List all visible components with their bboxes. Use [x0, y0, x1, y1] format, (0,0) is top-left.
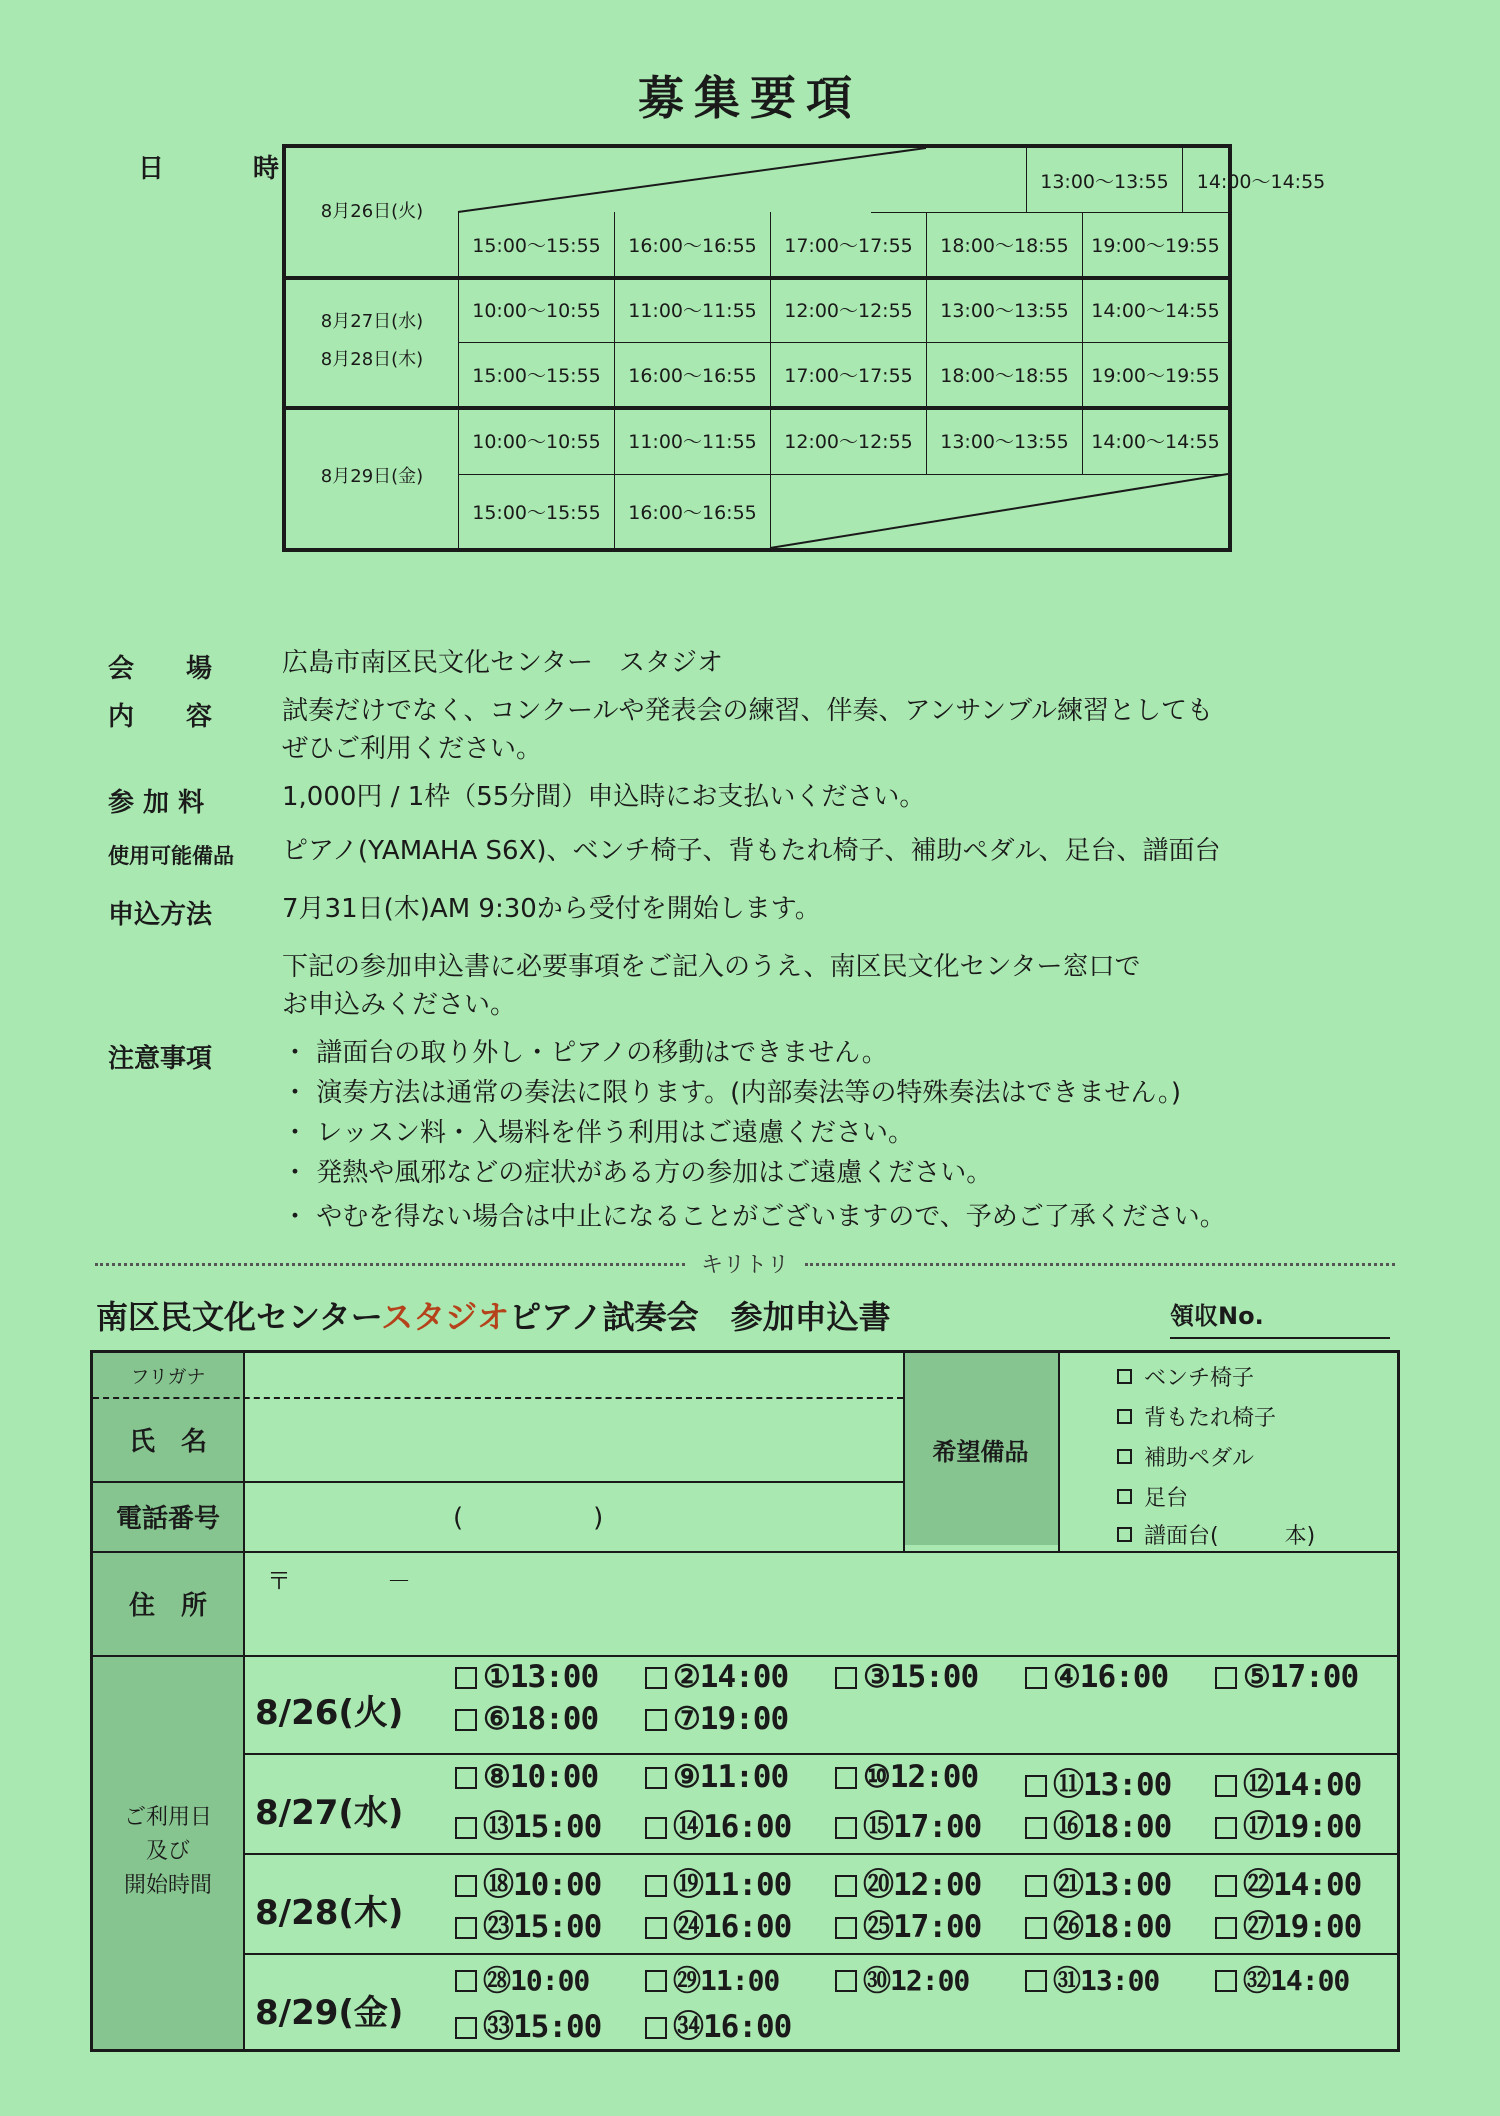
- slot-option[interactable]: [1025, 1859, 1171, 1904]
- checkbox[interactable]: [645, 1917, 667, 1939]
- date-head-line: 開始時間: [123, 1873, 212, 1898]
- notes-label: 注意事項: [108, 1044, 213, 1074]
- slot-label: ⑮17:00: [863, 1809, 982, 1845]
- checkbox[interactable]: [455, 2017, 477, 2039]
- slot-label: ⑲11:00: [673, 1867, 792, 1903]
- venue-text: 広島市南区民文化センター スタジオ: [282, 648, 723, 678]
- checkbox[interactable]: [645, 1709, 667, 1731]
- equip-option-label: 補助ペダル: [1144, 1446, 1255, 1471]
- checkbox[interactable]: [835, 1817, 857, 1839]
- checkbox[interactable]: [1025, 1817, 1047, 1839]
- checkbox[interactable]: [645, 2017, 667, 2039]
- time-slot: 11:00～11:55: [614, 276, 770, 342]
- checkbox[interactable]: [835, 1970, 857, 1992]
- slot-option[interactable]: [1215, 1659, 1358, 1695]
- checkbox[interactable]: [1117, 1489, 1132, 1504]
- checkbox[interactable]: [455, 1817, 477, 1839]
- slot-option[interactable]: [835, 1959, 969, 1999]
- date-text: 8月27日(水): [320, 311, 424, 332]
- slot-option[interactable]: [455, 1659, 598, 1695]
- equip-option-label: 背もたれ椅子: [1144, 1406, 1277, 1431]
- phone-label: 電話番号: [115, 1503, 220, 1534]
- date-head-line: 及び: [145, 1839, 190, 1864]
- address-input[interactable]: [243, 1551, 1397, 1655]
- time-slot: 16:00～16:55: [614, 474, 770, 548]
- slot-label: ㉔16:00: [673, 1909, 792, 1945]
- slot-option[interactable]: [455, 1901, 601, 1946]
- time-slot: 17:00～17:55: [770, 212, 926, 276]
- checkbox[interactable]: [1117, 1449, 1132, 1464]
- checkbox[interactable]: [1215, 1917, 1237, 1939]
- checkbox[interactable]: [455, 1709, 477, 1731]
- day-label: 8/29(金): [255, 1993, 404, 2033]
- time-slot: 13:00～13:55: [1026, 148, 1182, 212]
- slot-label: ㉙11:00: [673, 1964, 780, 1997]
- date-time-head: [93, 1655, 243, 2049]
- equip-option-label: ベンチ椅子: [1144, 1366, 1255, 1391]
- day-label: 8/27(水): [255, 1793, 404, 1833]
- slot-label: ㉕17:00: [863, 1909, 982, 1945]
- time-slot: 14:00～14:55: [1082, 406, 1228, 474]
- fee-text: 1,000円 / 1枠（55分間）申込時にお支払いください。: [282, 782, 926, 812]
- time-slot: 14:00～14:55: [1182, 148, 1339, 212]
- checkbox[interactable]: [1025, 1775, 1047, 1797]
- slot-option[interactable]: [455, 1759, 598, 1795]
- divider: [1058, 1353, 1060, 1551]
- time-slot: 15:00～15:55: [458, 212, 614, 276]
- slot-option[interactable]: [1215, 1859, 1361, 1904]
- equip-option[interactable]: [1117, 1361, 1254, 1392]
- slot-label: ⑩12:00: [863, 1759, 979, 1795]
- apply-text-3: お申込みください。: [282, 990, 517, 1020]
- slot-label: ㉝15:00: [483, 2009, 602, 2045]
- page-title: 募集要項: [638, 71, 862, 125]
- checkbox[interactable]: [455, 1767, 477, 1789]
- time-slot: 18:00～18:55: [926, 212, 1082, 276]
- note-item: ・ 譜面台の取り外し・ピアノの移動はできません。: [282, 1038, 888, 1068]
- time-slot: 17:00～17:55: [770, 342, 926, 406]
- name-label: 氏 名: [128, 1426, 207, 1457]
- slot-option[interactable]: [645, 1959, 779, 1999]
- slot-option[interactable]: [835, 1859, 981, 1904]
- checkbox[interactable]: [1215, 1775, 1237, 1797]
- equip-text: ピアノ(YAMAHA S6X)、ベンチ椅子、背もたれ椅子、補助ペダル、足台、譜面台: [282, 836, 1221, 866]
- slot-label: ㉒14:00: [1243, 1867, 1362, 1903]
- slot-option[interactable]: [1215, 1759, 1361, 1804]
- date-text: 8月28日(木): [320, 349, 424, 370]
- slot-label: ⑳12:00: [863, 1867, 982, 1903]
- slot-label: ⑫14:00: [1243, 1767, 1362, 1803]
- slot-option[interactable]: [1215, 1901, 1361, 1946]
- time-slot: 15:00～15:55: [458, 474, 614, 548]
- note-item: ・ レッスン料・入場料を伴う利用はご遠慮ください。: [282, 1118, 915, 1148]
- divider: [93, 1655, 1397, 1657]
- name-input[interactable]: [243, 1397, 903, 1481]
- slot-option[interactable]: [835, 1759, 978, 1795]
- equip-option[interactable]: [1117, 1481, 1188, 1512]
- checkbox[interactable]: [1117, 1527, 1132, 1542]
- slot-option[interactable]: [455, 1959, 589, 1999]
- checkbox[interactable]: [835, 1667, 857, 1689]
- checkbox[interactable]: [455, 1970, 477, 1992]
- content-text-1: 試奏だけでなく、コンクールや発表会の練習、伴奏、アンサンブル練習としても: [282, 696, 1214, 726]
- note-item: ・ 発熱や風邪などの症状がある方の参加はご遠慮ください。: [282, 1158, 993, 1188]
- checkbox[interactable]: [1025, 1875, 1047, 1897]
- divider: [243, 1753, 1397, 1755]
- slot-label: ㉓15:00: [483, 1909, 602, 1945]
- slot-label: ㉛13:00: [1053, 1964, 1160, 1997]
- divider: [93, 1481, 903, 1483]
- slot-label: ①13:00: [483, 1659, 599, 1695]
- receipt-number[interactable]: 領収No.: [1170, 1296, 1390, 1339]
- equip-label: 使用可能備品: [108, 844, 234, 868]
- equip-head: 希望備品: [932, 1437, 1029, 1466]
- slot-option[interactable]: [645, 1659, 788, 1695]
- checkbox[interactable]: [1215, 1875, 1237, 1897]
- checkbox[interactable]: [1025, 1917, 1047, 1939]
- slot-option[interactable]: [455, 1801, 601, 1846]
- time-slot: 11:00～11:55: [614, 406, 770, 474]
- checkbox[interactable]: [1117, 1369, 1132, 1384]
- diagonal-strikes: [286, 148, 1228, 548]
- slot-label: ⑤17:00: [1243, 1659, 1359, 1695]
- slot-option[interactable]: [1025, 1801, 1171, 1846]
- checkbox[interactable]: [835, 1767, 857, 1789]
- slot-label: ⑨11:00: [673, 1759, 789, 1795]
- time-slot: 10:00～10:55: [458, 406, 614, 474]
- slot-option[interactable]: [455, 1701, 598, 1737]
- checkbox[interactable]: [1117, 1409, 1132, 1424]
- slot-option[interactable]: [835, 1801, 981, 1846]
- divider: [243, 1353, 245, 2049]
- time-slot: 12:00～12:55: [770, 276, 926, 342]
- equip-option[interactable]: [1117, 1519, 1315, 1550]
- equip-option[interactable]: [1117, 1441, 1254, 1472]
- form-title-studio: スタジオ: [381, 1298, 510, 1336]
- apply-label: 申込方法: [108, 900, 213, 930]
- time-slot: 18:00～18:55: [926, 342, 1082, 406]
- checkbox[interactable]: [1215, 1970, 1237, 1992]
- checkbox[interactable]: [645, 1667, 667, 1689]
- checkbox[interactable]: [1215, 1817, 1237, 1839]
- divider: [93, 1397, 903, 1399]
- divider: [243, 1953, 1397, 1955]
- checkbox[interactable]: [645, 1767, 667, 1789]
- slot-label: ㉘10:00: [483, 1964, 590, 1997]
- time-slot: 10:00～10:55: [458, 276, 614, 342]
- slot-option[interactable]: [645, 1701, 788, 1737]
- slot-label: ㉗19:00: [1243, 1909, 1362, 1945]
- checkbox[interactable]: [835, 1917, 857, 1939]
- time-slot: 16:00～16:55: [614, 342, 770, 406]
- slot-option[interactable]: [835, 1901, 981, 1946]
- content-text-2: ぜひご利用ください。: [282, 734, 543, 764]
- time-slot: 13:00～13:55: [926, 276, 1082, 342]
- slot-option[interactable]: [1025, 1959, 1159, 1999]
- checkbox[interactable]: [1025, 1667, 1047, 1689]
- furigana-input[interactable]: [243, 1353, 903, 1397]
- checkbox[interactable]: [645, 1817, 667, 1839]
- time-slot: 19:00～19:55: [1082, 212, 1228, 276]
- time-slot: 19:00～19:55: [1082, 342, 1228, 406]
- slot-option[interactable]: [645, 1901, 791, 1946]
- form-title-a: 南区民文化センター: [96, 1298, 382, 1336]
- slot-option[interactable]: [1025, 1901, 1171, 1946]
- slot-label: ⑦19:00: [673, 1701, 789, 1737]
- apply-text-2: 下記の参加申込書に必要事項をご記入のうえ、南区民文化センター窓口で: [282, 952, 1141, 982]
- phone-parens: ( ): [453, 1503, 604, 1533]
- slot-option[interactable]: [645, 1859, 791, 1904]
- time-slot: 12:00～12:55: [770, 406, 926, 474]
- slot-label: ⑪13:00: [1053, 1767, 1172, 1803]
- equip-option-label: 譜面台( 本): [1144, 1524, 1316, 1549]
- content-label: 内 容: [108, 702, 213, 732]
- venue-label: 会 場: [108, 654, 213, 684]
- checkbox[interactable]: [455, 1917, 477, 1939]
- form-title-c: ピアノ試奏会 参加申込書: [509, 1298, 891, 1336]
- checkbox[interactable]: [1215, 1667, 1237, 1689]
- time-slot: 15:00～15:55: [458, 342, 614, 406]
- postal-code: 〒 －: [267, 1567, 411, 1595]
- checkbox[interactable]: [455, 1667, 477, 1689]
- slot-label: ⑬15:00: [483, 1809, 602, 1845]
- slot-label: ㉚12:00: [863, 1964, 970, 1997]
- furigana-label: フリガナ: [130, 1365, 206, 1388]
- checkbox[interactable]: [1025, 1970, 1047, 1992]
- slot-label: ⑧10:00: [483, 1759, 599, 1795]
- divider: [93, 1551, 1397, 1553]
- slot-option[interactable]: [1025, 1659, 1168, 1695]
- apply-text-1: 7月31日(木)AM 9:30から受付を開始します。: [282, 894, 821, 924]
- form-title: [96, 1292, 891, 1338]
- slot-label: ⑭16:00: [673, 1809, 792, 1845]
- slot-option[interactable]: [1215, 1959, 1349, 1999]
- slot-label: ④16:00: [1053, 1659, 1169, 1695]
- slot-label: ⑰19:00: [1243, 1809, 1362, 1845]
- schedule-label: 日 時: [138, 154, 320, 184]
- slot-label: ⑱10:00: [483, 1867, 602, 1903]
- slot-option[interactable]: [645, 1801, 791, 1846]
- fee-label: 参 加 料: [108, 788, 205, 818]
- slot-option[interactable]: [1215, 1801, 1361, 1846]
- slot-label: ㉜14:00: [1243, 1964, 1350, 1997]
- divider: [243, 1853, 1397, 1855]
- slot-option[interactable]: [835, 1659, 978, 1695]
- slot-label: ㉑13:00: [1053, 1867, 1172, 1903]
- checkbox[interactable]: [455, 1875, 477, 1897]
- checkbox[interactable]: [835, 1875, 857, 1897]
- slot-label: ②14:00: [673, 1659, 789, 1695]
- date-text: 8月29日(金): [320, 466, 424, 487]
- slot-option[interactable]: [1025, 1759, 1171, 1804]
- time-slot: 14:00～14:55: [1082, 276, 1228, 342]
- time-slot: 13:00～13:55: [926, 406, 1082, 474]
- note-item: ・ やむを得ない場合は中止になることがございますので、予めご了承ください。: [282, 1202, 1226, 1232]
- date-head-line: ご利用日: [123, 1805, 212, 1830]
- slot-label: ⑥18:00: [483, 1701, 599, 1737]
- slot-label: ③15:00: [863, 1659, 979, 1695]
- day-label: 8/28(木): [255, 1893, 404, 1933]
- phone-input[interactable]: [243, 1481, 903, 1551]
- schedule-table: [282, 144, 1326, 552]
- divider: [903, 1353, 905, 1551]
- checkbox[interactable]: [645, 1875, 667, 1897]
- note-item: ・ 演奏方法は通常の奏法に限ります。(内部奏法等の特殊奏法はできません。): [282, 1078, 1182, 1108]
- slot-option[interactable]: [645, 2001, 791, 2046]
- checkbox[interactable]: [645, 1970, 667, 1992]
- day-label: 8/26(火): [255, 1693, 404, 1733]
- time-slot: 16:00～16:55: [614, 212, 770, 276]
- equip-option-label: 足台: [1144, 1486, 1189, 1511]
- address-label: 住 所: [128, 1590, 207, 1621]
- slot-label: ⑯18:00: [1053, 1809, 1172, 1845]
- cut-line-label: キリトリ: [700, 1253, 789, 1278]
- slot-option[interactable]: [455, 2001, 601, 2046]
- date-text: 8月26日(火): [320, 201, 424, 222]
- application-form: [90, 1350, 1400, 2052]
- slot-option[interactable]: [455, 1859, 601, 1904]
- slot-label: ㉖18:00: [1053, 1909, 1172, 1945]
- slot-label: ㉞16:00: [673, 2009, 792, 2045]
- equip-option[interactable]: [1117, 1401, 1276, 1432]
- slot-option[interactable]: [645, 1759, 788, 1795]
